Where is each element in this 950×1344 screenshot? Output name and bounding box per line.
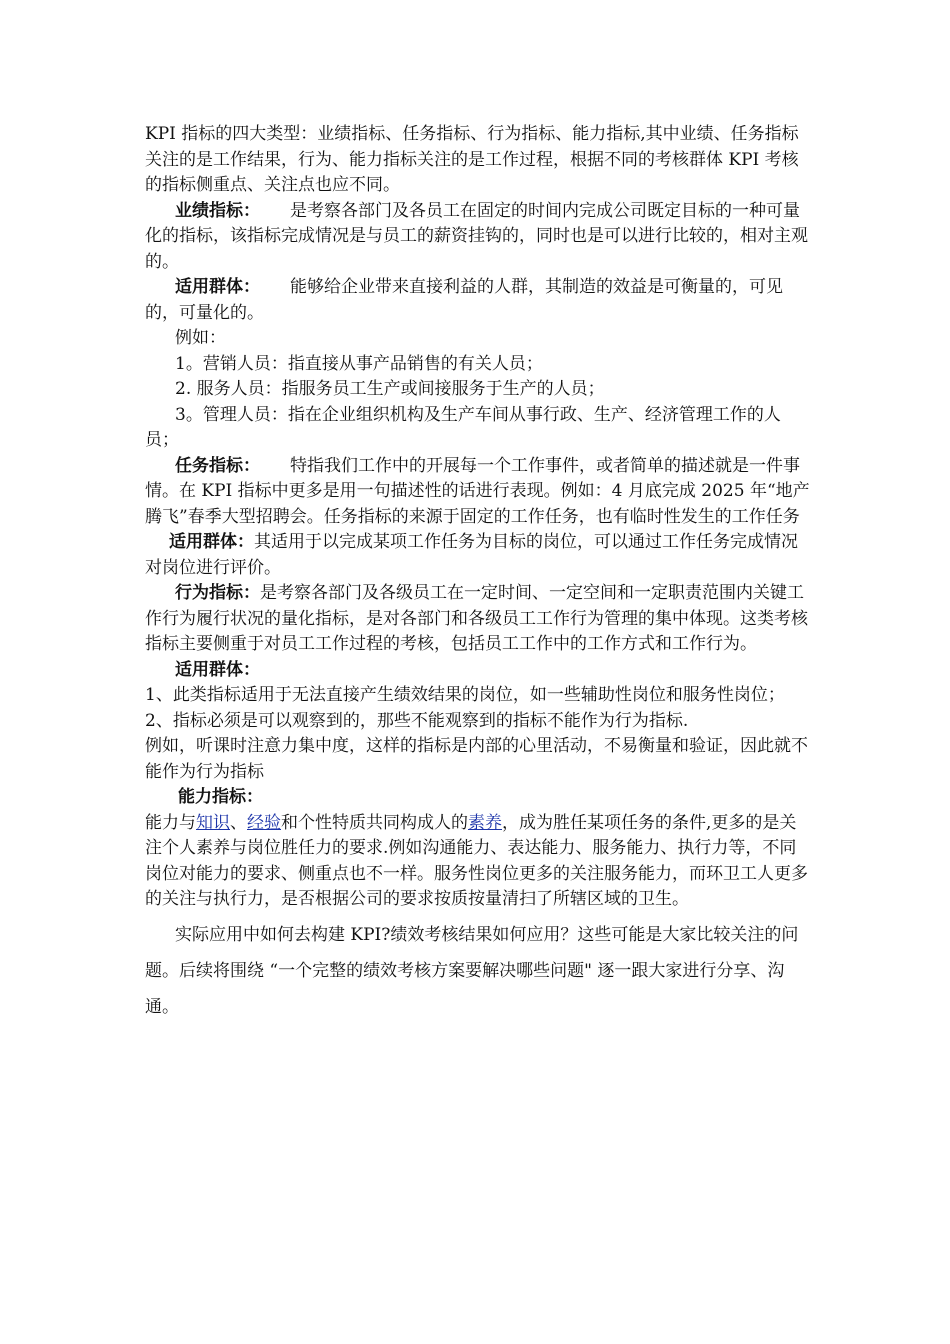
task-group-text: 其适用于以完成某项工作任务为目标的岗位，可以通过工作任务完成情况对岗位进行评价。 — [145, 532, 798, 578]
behavior-point: 2、指标必须是可以观察到的，那些不能观察到的指标不能作为行为指标. — [145, 710, 689, 731]
ability-text-part: 、 — [230, 812, 247, 833]
knowledge-link[interactable]: 知识 — [196, 812, 230, 833]
performance-group-label: 适用群体： — [175, 277, 260, 297]
task-indicator-paragraph — [145, 454, 813, 531]
example-item: 1。营销人员：指直接从事产品销售的有关人员； — [175, 353, 543, 374]
ability-text-part: 能力与 — [145, 812, 196, 833]
example-item: 2. 服务人员：指服务员工生产或间接服务于生产的人员； — [175, 379, 605, 399]
closing-paragraph: 实际应用中如何去构建 KPI?绩效考核结果如何应用？这些可能是大家比较关注的问题。后续将围绕 “一个完整的绩效考核方案要解决哪些问题" 逐一跟大家进行分享、沟通。 — [145, 924, 799, 1017]
ability-indicator-paragraph — [145, 811, 813, 913]
performance-indicator-label: 业绩指标： — [175, 200, 260, 221]
task-group-label: 适用群体： — [169, 532, 254, 552]
performance-group-text: 能够给企业带来直接利益的人群，其制造的效益是可衡量的，可见的，可量化的。 — [145, 277, 783, 323]
performance-indicator-paragraph — [145, 199, 813, 276]
behavior-indicator-text: 是考察各部门及各级员工在一定时间、一定空间和一定职责范围内关键工作行为履行状况的量化指标，是对各部门和各级员工工作行为管理的集中体现。这类考核指标主要侧重于对员工工作过程的考核，包括员工工作中的工作方式和工作行为。 — [145, 583, 808, 654]
document-body — [145, 122, 813, 1025]
performance-group-paragraph — [145, 275, 813, 326]
ability-text-part: ，成为胜任某项任务的条件,更多的是关注个人素养与岗位胜任力的要求.例如沟通能力、表达能力、服务能力、执行力等，不同岗位对能力的要求、侧重点也不一样。服务性岗位更多的关注服务能力，而环卫工人更多的关注与执行力，是否根据公司的要求按质按量清扫了所辖区域的卫生。 — [145, 812, 808, 909]
example-item: 3。管理人员：指在企业组织机构及生产车间从事行政、生产、经济管理工作的人员； — [145, 404, 781, 450]
behavior-indicator-paragraph — [145, 581, 813, 658]
behavior-point: 1、此类指标适用于无法直接产生绩效结果的岗位，如一些辅助性岗位和服务性岗位； — [145, 685, 785, 705]
behavior-example: 例如，听课时注意力集中度，这样的指标是内部的心里活动，不易衡量和验证，因此就不能作为行为指标 — [145, 736, 808, 782]
behavior-indicator-label: 行为指标： — [175, 583, 260, 603]
performance-indicator-text: 是考察各部门及各员工在固定的时间内完成公司既定目标的一种可量化的指标，该指标完成情况是与员工的薪资挂钩的，同时也是可以进行比较的，相对主观的。 — [145, 200, 808, 272]
example-label: 例如： — [175, 328, 226, 348]
experience-link[interactable]: 经验 — [247, 812, 281, 833]
task-group-paragraph — [145, 530, 813, 581]
ability-indicator-label: 能力指标： — [178, 787, 263, 807]
ability-text-part: 和个性特质共同构成人的 — [281, 812, 468, 833]
task-indicator-text: 特指我们工作中的开展每一个工作事件，或者简单的描述就是一件事情。在 KPI 指标中更多是用一句描述性的话进行表现。例如：4 月底完成 2025 年“地产腾飞”春季大型招聘会。任务指标的来源于固定的工作任务，也有临时性发生的工作任务 — [145, 455, 810, 527]
intro-paragraph: KPI 指标的四大类型：业绩指标、任务指标、行为指标、能力指标,其中业绩、任务指标关注的是工作结果，行为、能力指标关注的是工作过程，根据不同的考核群体 KPI 考核的指标侧重点、关注点也应不同。 — [145, 124, 799, 195]
task-indicator-label: 任务指标： — [175, 455, 260, 476]
behavior-group-label: 适用群体： — [175, 659, 260, 680]
literacy-link[interactable]: 素养 — [468, 812, 502, 833]
